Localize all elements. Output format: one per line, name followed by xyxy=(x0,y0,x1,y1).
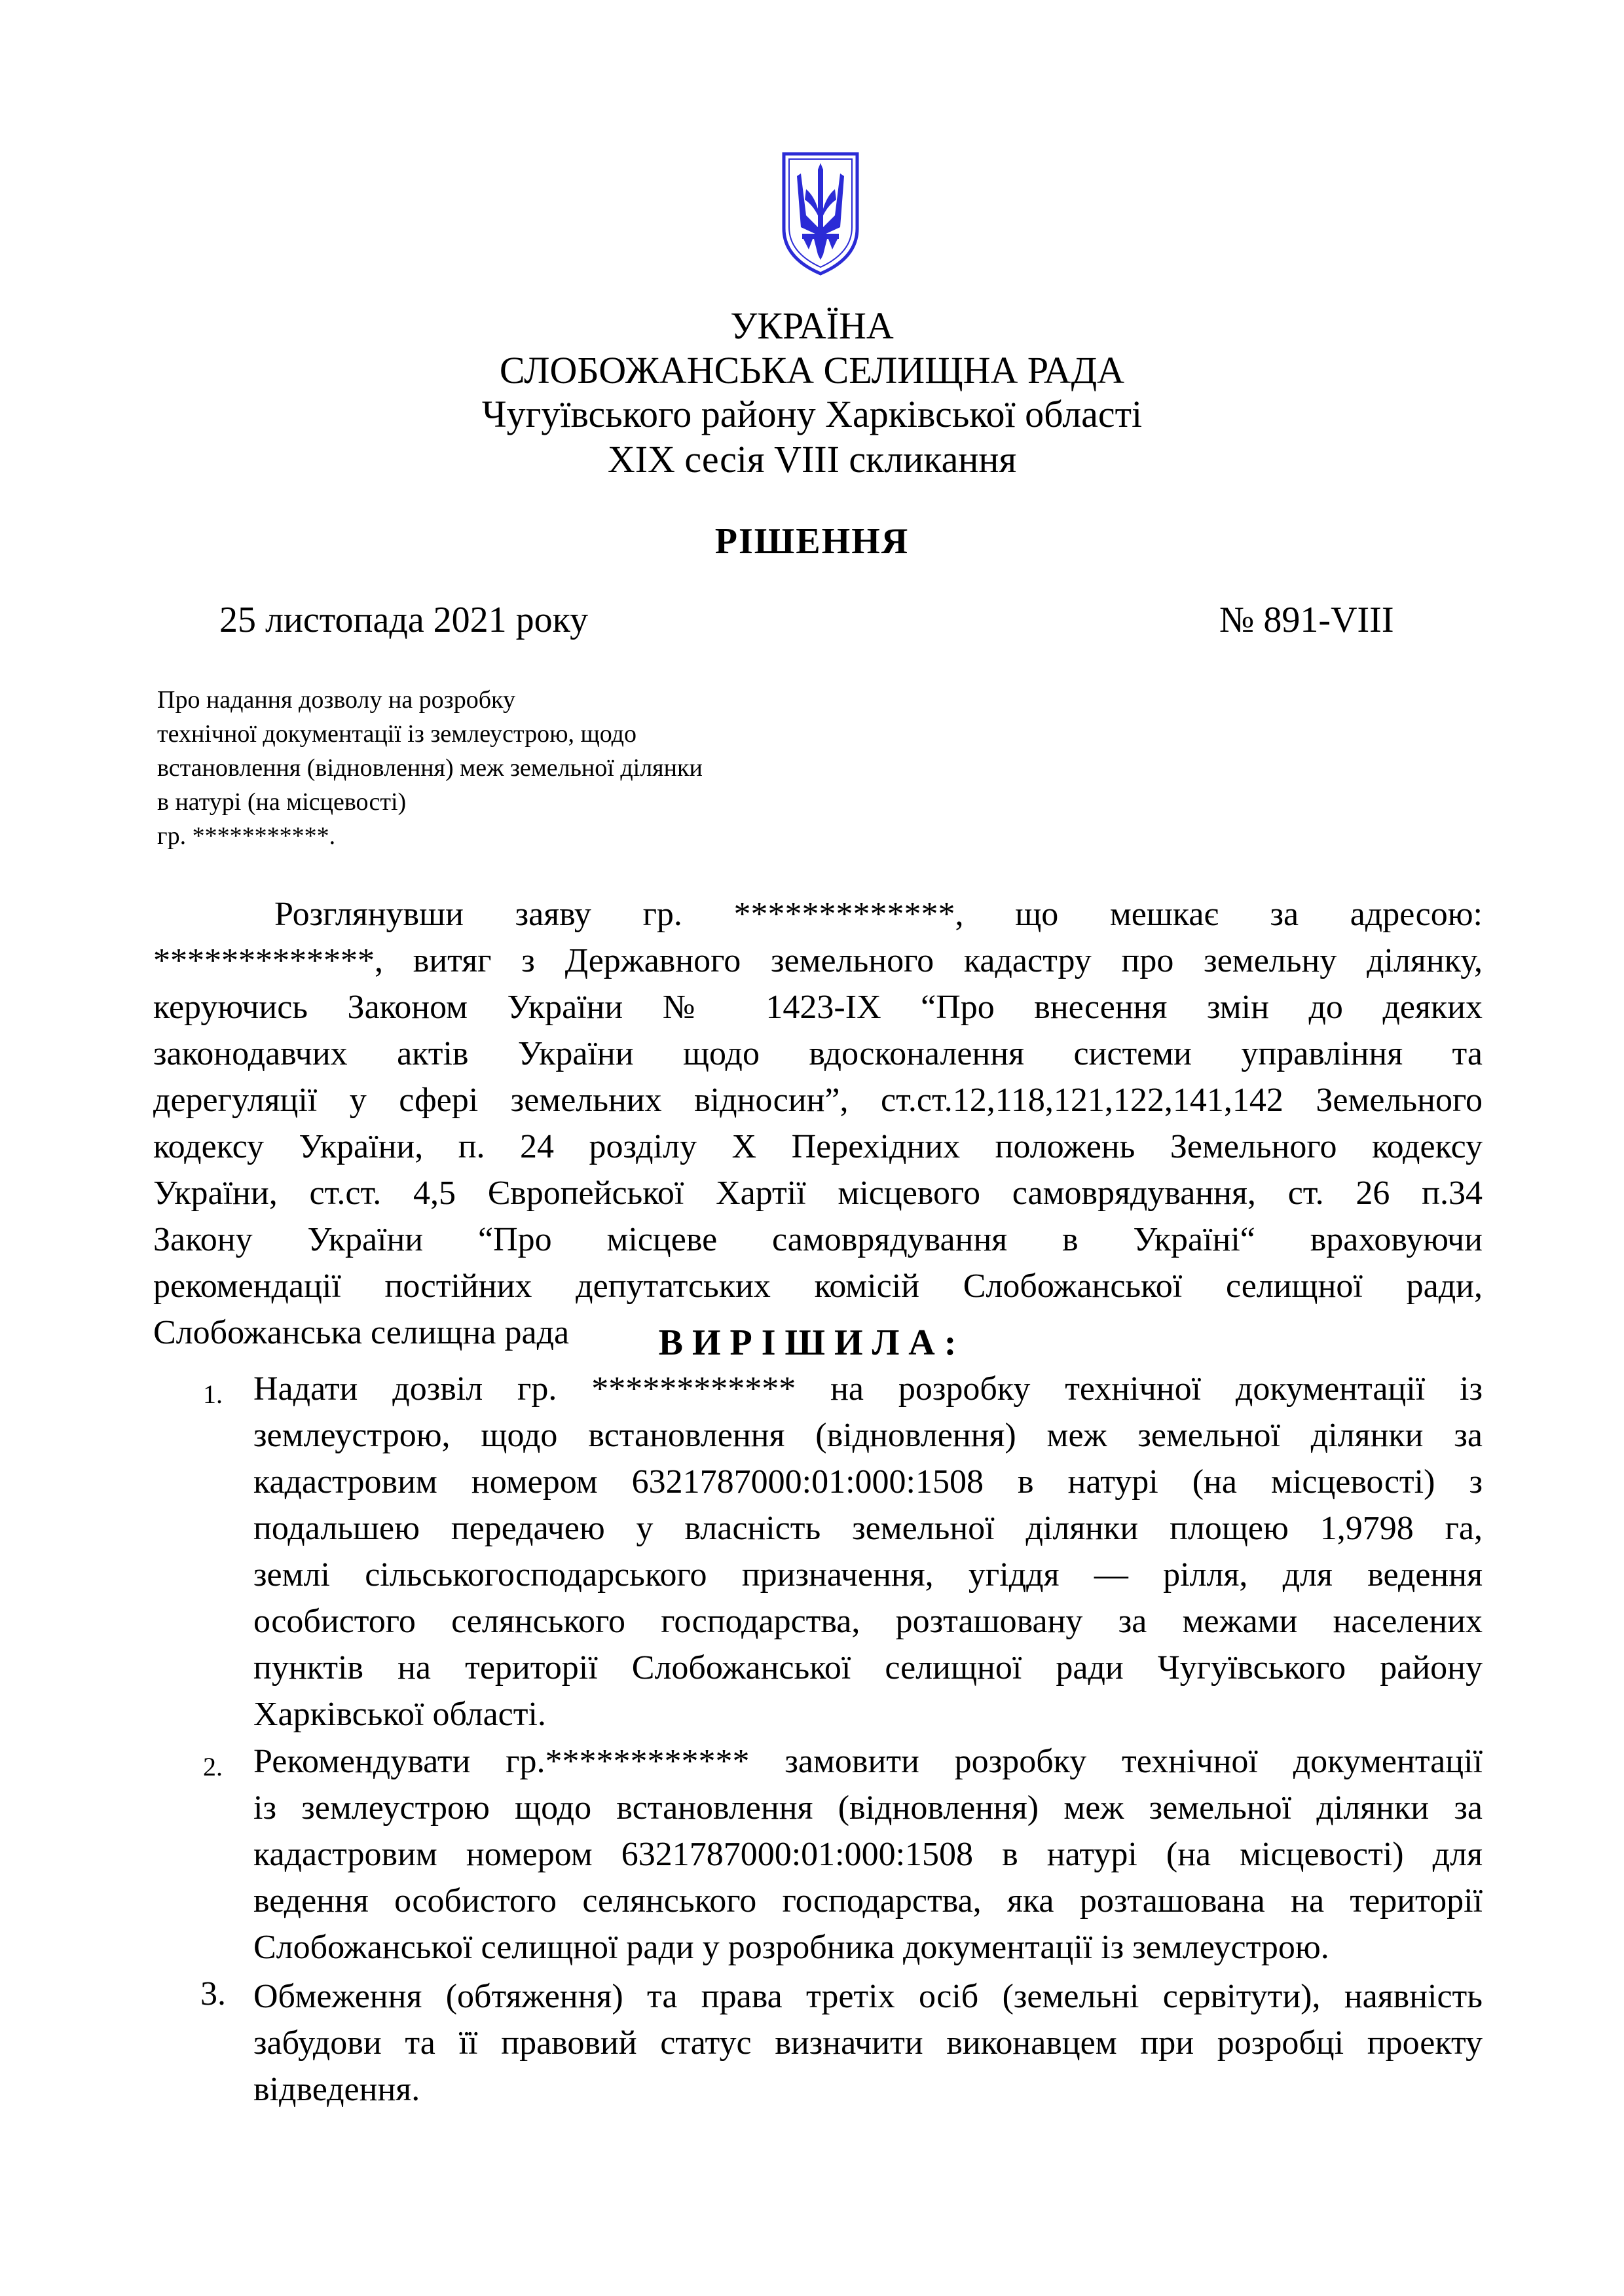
item-line: Харківської області. xyxy=(253,1696,546,1733)
preamble-line: Розглянувши заяву гр. *************, що мешкає за адресою: xyxy=(274,896,1483,933)
item-line: подальшею передачею у власність земельної ділянки площею 1,9798 га, xyxy=(253,1510,1483,1547)
item-line: землеустрою, щодо встановлення (відновлення) меж земельної ділянки за xyxy=(253,1417,1483,1454)
decision-subject xyxy=(157,683,703,853)
preamble-line: *************, витяг з Державного земельного кадастру про земельну ділянку, xyxy=(153,942,1483,979)
coat-of-arms-trident-icon xyxy=(780,150,861,278)
subject-line: Про надання дозволу на розробку xyxy=(157,686,515,714)
item-line: Слобожанської селищної ради у розробника документації із землеустрою. xyxy=(253,1929,1329,1966)
preamble-line: Слобожанська селищна рада xyxy=(153,1314,570,1351)
item-text xyxy=(253,1973,1483,2113)
preamble-paragraph xyxy=(153,891,1483,1356)
subject-line: технічної документації із землеустрою, щодо xyxy=(157,720,637,748)
item-line: Обмеження (обтяження) та права третіх осіб (земельні сервітути), наявність xyxy=(253,1978,1483,2015)
item-line: відведення. xyxy=(253,2071,420,2108)
decision-number: № 891-VIII xyxy=(1219,600,1394,640)
header-district: Чугуївського району Харківської області xyxy=(481,393,1143,435)
preamble-line: законодавчих актів України щодо вдосконалення системи управління та xyxy=(153,1035,1483,1072)
item-line: кадастровим номером 6321787000:01:000:1508 в натурі (на місцевості) для xyxy=(253,1836,1483,1873)
preamble-line: Закону України “Про місцеве самоврядування в Україні“ враховуючи xyxy=(153,1221,1483,1258)
header-country: УКРАЇНА xyxy=(730,304,894,347)
subject-line: в натурі (на місцевості) xyxy=(157,788,407,816)
item-line: ведення особистого селянського господарства, яка розташована на території xyxy=(253,1882,1483,1920)
decision-date: 25 листопада 2021 року xyxy=(219,600,589,640)
item-line: Рекомендувати гр.************ замовити розробку технічної документації xyxy=(253,1743,1483,1780)
header-council: СЛОБОЖАНСЬКА СЕЛИЩНА РАДА xyxy=(499,349,1125,392)
preamble-line: дерегуляції у сфері земельних відносин”, ст.ст.12,118,121,122,141,142 Земельного xyxy=(153,1082,1483,1119)
item-text xyxy=(253,1738,1483,1971)
item-number: 1. xyxy=(203,1379,223,1409)
header-session: XIX сесія VIII скликання xyxy=(607,438,1017,481)
subject-line: встановлення (відновлення) меж земельної ділянки xyxy=(157,754,703,782)
preamble-line: керуючись Законом України № 1423-IX “Про внесення змін до деяких xyxy=(153,989,1483,1026)
item-line: Надати дозвіл гр. ************ на розробку технічної документації із xyxy=(253,1370,1483,1408)
subject-line: гр. ***********. xyxy=(157,822,336,850)
item-line: пунктів на території Слобожанської селищної ради Чугуївського району xyxy=(253,1649,1483,1686)
preamble-line: кодексу України, п. 24 розділу Х Перехідних положень Земельного кодексу xyxy=(153,1128,1483,1165)
item-line: забудови та її правовий статус визначити виконавцем при розробці проекту xyxy=(253,2024,1483,2062)
item-line: із землеустрою щодо встановлення (відновлення) меж земельної ділянки за xyxy=(253,1789,1483,1827)
preamble-line: України, ст.ст. 4,5 Європейської Хартії місцевого самоврядування, ст. 26 п.34 xyxy=(153,1175,1483,1212)
decided-heading: ВИРІШИЛА: xyxy=(658,1322,966,1363)
preamble-line: рекомендації постійних депутатських комісій Слобожанської селищної ради, xyxy=(153,1267,1483,1305)
item-line: землі сільськогосподарського призначення, угіддя — рілля, для ведення xyxy=(253,1556,1483,1594)
item-line: особистого селянського господарства, розташовану за межами населених xyxy=(253,1603,1483,1640)
document-title: РІШЕННЯ xyxy=(714,521,910,562)
item-number: 3. xyxy=(200,1975,226,2013)
item-number: 2. xyxy=(203,1752,223,1781)
item-text xyxy=(253,1366,1483,1738)
item-line: кадастровим номером 6321787000:01:000:1508 в натурі (на місцевості) з xyxy=(253,1463,1483,1501)
